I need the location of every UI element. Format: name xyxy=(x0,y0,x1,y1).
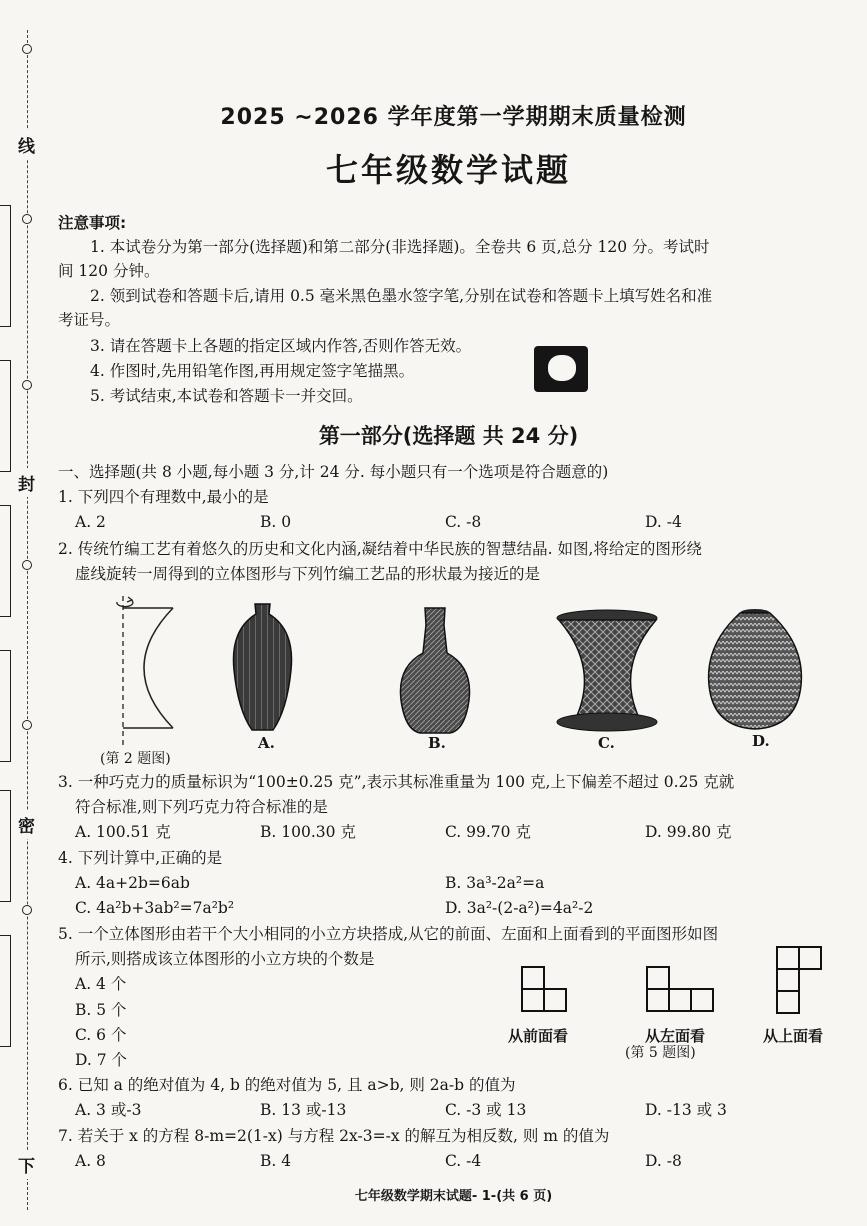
q4-option-b: B. 3a³-2a²=a xyxy=(445,874,545,892)
margin-char-xian: 线 xyxy=(18,130,35,159)
q3-stem-1: 3. 一种巧克力的质量标识为“100±0.25 克”,表示其标准重量为 100 克,上下偏差不超过 0.25 克就 xyxy=(58,773,735,791)
q7-stem: 7. 若关于 x 的方程 8-m=2(1-x) 与方程 2x-3=-x 的解互为相反数, 则 m 的值为 xyxy=(58,1127,610,1145)
binding-hole xyxy=(22,720,32,730)
top-view-figure xyxy=(775,945,825,1017)
left-view-figure xyxy=(645,965,720,1015)
notice-heading: 注意事项: xyxy=(58,214,127,232)
q5-option-c: C. 6 个 xyxy=(75,1026,127,1044)
q7-option-a: A. 8 xyxy=(75,1152,106,1170)
notice-item-2a: 2. 领到试卷和答题卡后,请用 0.5 毫米黑色墨水签字笔,分别在试卷和答题卡上填写姓名和准 xyxy=(90,287,713,305)
q7-option-b: B. 4 xyxy=(260,1152,292,1170)
vase-b-image xyxy=(395,605,475,735)
exam-title: 2025 ~2026 学年度第一学期期末质量检测 xyxy=(220,105,687,130)
q2-option-c: C. xyxy=(598,734,615,752)
rotation-figure xyxy=(95,588,185,748)
q3-option-a: A. 100.51 克 xyxy=(75,823,171,841)
notice-item-3: 3. 请在答题卡上各题的指定区域内作答,否则作答无效。 xyxy=(90,337,472,355)
binding-hole xyxy=(22,44,32,54)
vase-d-image xyxy=(705,605,805,735)
front-view-label: 从前面看 xyxy=(508,1027,569,1045)
q3-option-b: B. 100.30 克 xyxy=(260,823,356,841)
q4-option-d: D. 3a²-(2-a²)=4a²-2 xyxy=(445,899,594,917)
front-view-figure xyxy=(520,965,570,1015)
margin-char-xia: 下 xyxy=(18,1150,35,1179)
q3-option-c: C. 99.70 克 xyxy=(445,823,531,841)
notice-item-1a: 1. 本试卷分为第一部分(选择题)和第二部分(非选择题)。全卷共 6 页,总分 120 分。考试时 xyxy=(90,238,710,256)
notice-item-2b: 考证号。 xyxy=(58,311,121,329)
q4-stem: 4. 下列计算中,正确的是 xyxy=(58,849,223,867)
notice-item-5: 5. 考试结束,本试卷和答题卡一并交回。 xyxy=(90,387,363,405)
q3-stem-2: 符合标准,则下列巧克力符合标准的是 xyxy=(75,798,328,816)
exam-subtitle: 七年级数学试题 xyxy=(325,151,571,189)
notice-item-1b: 间 120 分钟。 xyxy=(58,262,160,280)
margin-char-feng: 封 xyxy=(18,468,35,497)
q6-stem: 6. 已知 a 的绝对值为 4, b 的绝对值为 5, 且 a>b, 则 2a-b 的值为 xyxy=(58,1076,516,1094)
q4-option-c: C. 4a²b+3ab²=7a²b² xyxy=(75,899,235,917)
seat-field-box xyxy=(0,790,11,902)
q3-option-d: D. 99.80 克 xyxy=(645,823,732,841)
q2-stem-1: 2. 传统竹编工艺有着悠久的历史和文化内涵,凝结着中华民族的智慧结晶. 如图,将给定的图形绕 xyxy=(58,540,702,558)
vase-c-image xyxy=(555,608,660,733)
q1-option-d: D. -4 xyxy=(645,513,682,531)
q6-option-d: D. -13 或 3 xyxy=(645,1101,727,1119)
q2-option-a: A. xyxy=(258,734,275,752)
q5-stem-2: 所示,则搭成该立体图形的小立方块的个数是 xyxy=(75,950,375,968)
ink-blot xyxy=(534,346,588,392)
school-field-box xyxy=(0,505,11,617)
q6-option-c: C. -3 或 13 xyxy=(445,1101,527,1119)
binding-hole xyxy=(22,905,32,915)
q1-option-c: C. -8 xyxy=(445,513,482,531)
binding-dashed-line xyxy=(27,30,28,1210)
margin-char-mi: 密 xyxy=(18,810,35,839)
notice-item-4: 4. 作图时,先用铅笔作图,再用规定签字笔描黑。 xyxy=(90,362,415,380)
q5-option-b: B. 5 个 xyxy=(75,1001,127,1019)
q2-option-d: D. xyxy=(752,732,770,750)
binding-hole xyxy=(22,560,32,570)
binding-hole xyxy=(22,214,32,224)
section-instruction: 一、选择题(共 8 小题,每小题 3 分,计 24 分. 每小题只有一个选项是符合题意的) xyxy=(58,463,609,481)
q1-stem: 1. 下列四个有理数中,最小的是 xyxy=(58,488,269,506)
q7-option-c: C. -4 xyxy=(445,1152,482,1170)
q4-option-a: A. 4a+2b=6ab xyxy=(75,874,190,892)
q2-option-b: B. xyxy=(428,734,446,752)
class-field-box xyxy=(0,360,11,472)
id-field-box xyxy=(0,650,11,762)
q5-figure-label: (第 5 题图) xyxy=(625,1045,696,1061)
q6-option-b: B. 13 或-13 xyxy=(260,1101,347,1119)
q5-stem-1: 5. 一个立体图形由若干个大小相同的小立方块搭成,从它的前面、左面和上面看到的平面图形如图 xyxy=(58,925,719,943)
q1-option-a: A. 2 xyxy=(75,513,106,531)
top-view-label: 从上面看 xyxy=(763,1027,824,1045)
exam-field-box xyxy=(0,935,11,1047)
page-footer: 七年级数学期末试题- 1-(共 6 页) xyxy=(354,1189,553,1204)
q1-option-b: B. 0 xyxy=(260,513,292,531)
q5-option-a: A. 4 个 xyxy=(75,975,127,993)
q7-option-d: D. -8 xyxy=(645,1152,682,1170)
q2-stem-2: 虚线旋转一周得到的立体图形与下列竹编工艺品的形状最为接近的是 xyxy=(75,565,541,583)
left-view-label: 从左面看 xyxy=(645,1027,706,1045)
q5-option-d: D. 7 个 xyxy=(75,1051,128,1069)
section-title: 第一部分(选择题 共 24 分) xyxy=(318,424,579,448)
q6-option-a: A. 3 或-3 xyxy=(75,1101,142,1119)
q2-figure-label: (第 2 题图) xyxy=(100,751,171,767)
vase-a-image xyxy=(225,600,300,735)
name-field-box xyxy=(0,205,11,327)
binding-hole xyxy=(22,380,32,390)
